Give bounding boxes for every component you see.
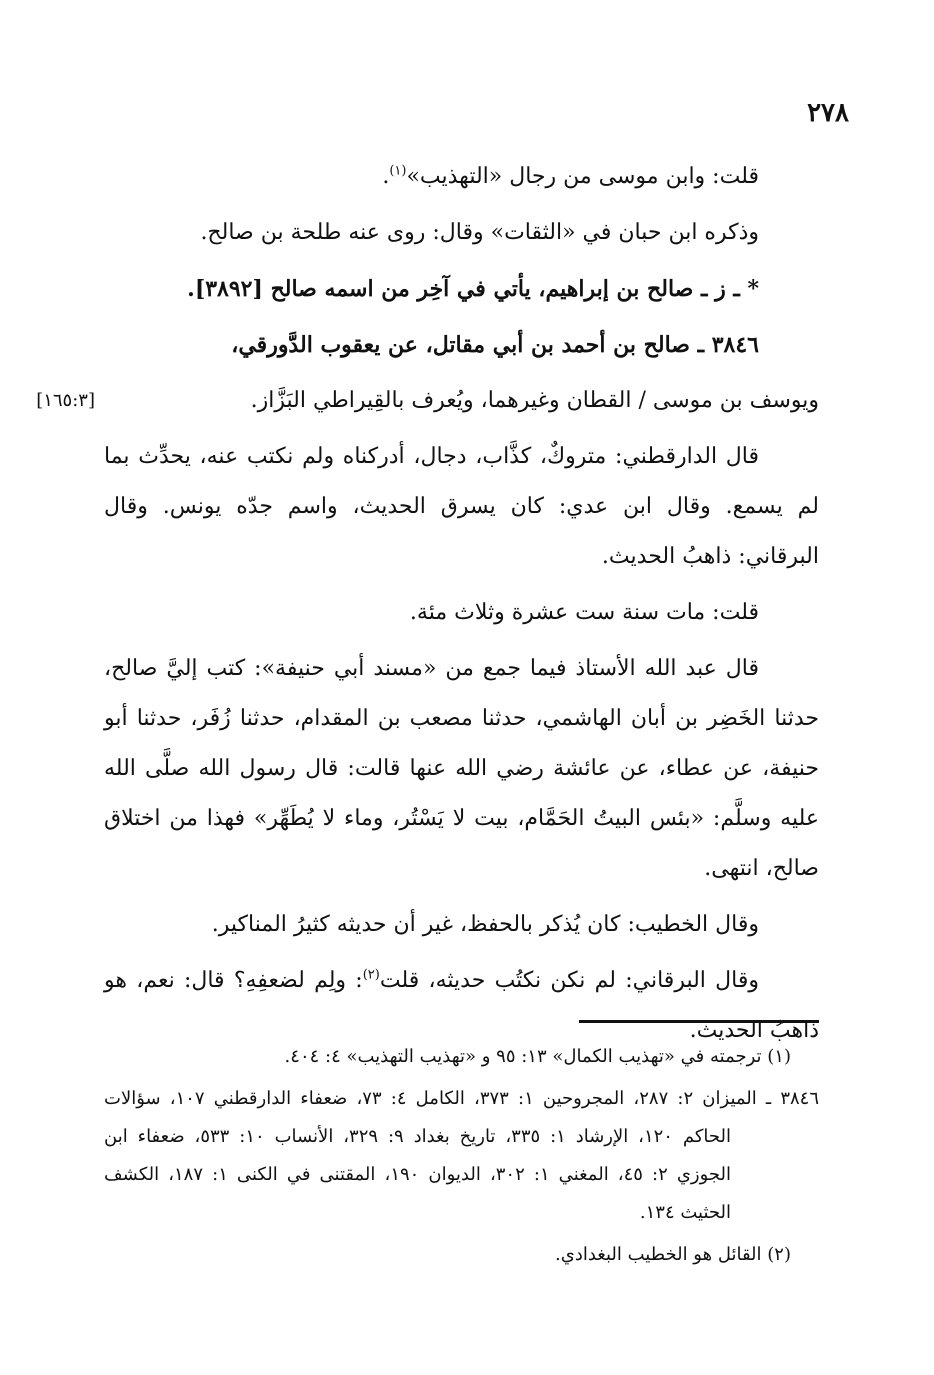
page-number: ٢٧٨ xyxy=(807,98,849,128)
paragraph-6: قال الدارقطني: متروكٌ، كذَّاب، دجال، أدركناه ولم نكتب عنه، يحدِّث بما لم يسمع. وقال ابن عدي: كان يسرق الحديث، واسم جدّه يونس. وقال البرقاني: ذاهبُ الحديث. xyxy=(104,444,819,569)
main-text xyxy=(36,152,819,1062)
footnote-1: (١) ترجمته في «تهذيب الكمال» ١٣: ٩٥ و «تهذيب التهذيب» ٤: ٤٠٤. xyxy=(284,1046,791,1067)
paragraph-10-tail: : ولِم لضعفِهِ؟ قال: نعم، هو ذاهبُ الحديث. xyxy=(104,968,819,1043)
paragraph-2: وذكره ابن حبان في «الثقات» وقال: روى عنه طلحة بن صالح. xyxy=(200,220,759,245)
paragraph-9: وقال الخطيب: كان يُذكر بالحفظ، غير أن حديثه كثيرُ المناكير. xyxy=(211,912,759,937)
paragraph-5-text: ويوسف بن موسى / القطان وغيرهما، ويُعرف بالقِيراطي البَزَّاز. xyxy=(250,388,819,413)
footnote-entry-sources: ٣٨٤٦ ـ الميزان ٢: ٢٨٧، المجروحين ١: ٣٧٣، الكامل ٤: ٧٣، ضعفاء الدارقطني ١٠٧، سؤالات الحاكم ١٢٠، الإرشاد ١: ٣٣٥، تاريخ بغداد ٩: ٣٢٩، الأنساب ١٠: ٥٣٣، ضعفاء ابن الجوزي ٢: ٤٥، المغني ١: ٣٠٢، الديوان ١٩٠، المقتنى في الكنى ١: ١٨٧، الكشف الحثيث ١٣٤. xyxy=(104,1088,820,1223)
footnote-2: (٢) القائل هو الخطيب البغدادي. xyxy=(555,1244,791,1265)
footnotes xyxy=(104,1038,819,1278)
footnote-divider xyxy=(579,1020,819,1023)
paragraph-1-text: قلت: وابن موسى من رجال «التهذيب» xyxy=(406,164,759,189)
paragraph-5 xyxy=(36,376,819,426)
paragraph-7: قلت: مات سنة ست عشرة وثلاث مئة. xyxy=(409,600,759,625)
entry-heading: ٣٨٤٦ ـ صالح بن أحمد بن أبي مقاتل، عن يعقوب الدَّورقي، xyxy=(231,332,759,358)
paragraph-1-tail: . xyxy=(382,164,390,189)
margin-volume-ref: [١٦٥:٣] xyxy=(36,390,95,411)
footnote-marker-2[interactable]: (٢) xyxy=(362,967,380,983)
paragraph-1 xyxy=(104,152,819,202)
footnote-marker-1[interactable]: (١) xyxy=(389,163,407,179)
paragraph-8: قال عبد الله الأستاذ فيما جمع من «مسند أبي حنيفة»: كتب إليَّ صالح، حدثنا الخَضِر بن أبان الهاشمي، حدثنا مصعب بن المقدام، حدثنا زُفَر، حدثنا أبو حنيفة، عن عطاء، عن عائشة رضي الله عنها قالت: قال رسول الله صلَّى الله عليه وسلَّم: «بئس البيتُ الحَمَّام، بيت لا يَسْتُر، وماء لا يُطَهِّر» فهذا من اختلاق صالح، انتهى. xyxy=(104,656,819,881)
paragraph-3-cross-reference: * ـ ز ـ صالح بن إبراهيم، يأتي في آخِر من اسمه صالح [٣٨٩٢]. xyxy=(187,276,759,302)
paragraph-10-text: وقال البرقاني: لم نكن نكتُب حديثه، قلت xyxy=(379,968,759,993)
